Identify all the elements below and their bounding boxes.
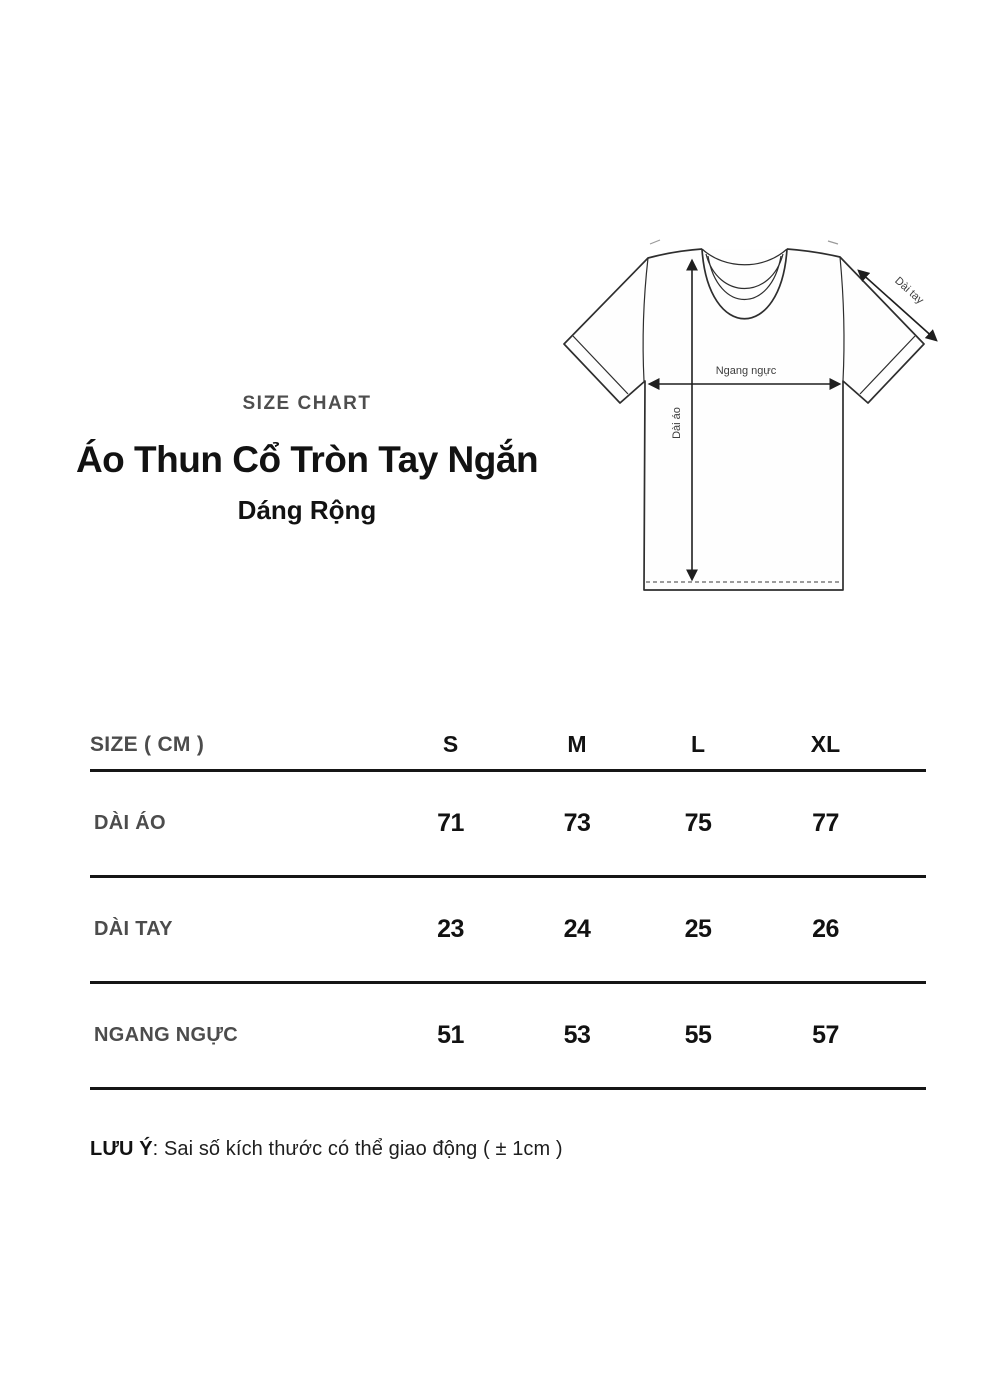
cell-value: 23 bbox=[437, 915, 464, 943]
tolerance-note-text: : Sai số kích thước có thể giao động ( ± 1cm ) bbox=[152, 1138, 563, 1160]
cell-value: 53 bbox=[563, 1021, 591, 1049]
product-title: Áo Thun Cổ Tròn Tay Ngắn bbox=[75, 439, 539, 480]
size-table-header-s: S bbox=[442, 731, 459, 757]
table-row-dai-tay bbox=[90, 878, 926, 984]
size-table-header-l: L bbox=[690, 731, 706, 757]
tshirt-diagram-svg bbox=[550, 230, 970, 610]
cell-value: 25 bbox=[684, 915, 712, 943]
size-table-header-m: M bbox=[567, 731, 587, 757]
size-table-header-row bbox=[90, 720, 926, 772]
cell-value: 55 bbox=[684, 1021, 712, 1049]
right-stitch-tick bbox=[828, 241, 838, 244]
tolerance-note bbox=[90, 1138, 563, 1161]
cell-value: 75 bbox=[684, 809, 712, 837]
size-table bbox=[90, 720, 926, 1090]
cell-value: 71 bbox=[437, 809, 464, 837]
cell-value: 51 bbox=[437, 1021, 464, 1049]
row-label: DÀI TAY bbox=[94, 918, 173, 940]
tshirt-outline bbox=[564, 249, 924, 590]
size-table-header-xl: XL bbox=[810, 731, 841, 757]
product-subtitle: Dáng Rộng bbox=[237, 495, 377, 525]
chest-arrow-label: Ngang ngực bbox=[715, 365, 777, 377]
size-table-header-unit: SIZE ( CM ) bbox=[90, 732, 205, 756]
row-label: NGANG NGỰC bbox=[94, 1024, 239, 1046]
size-chart-label: SIZE CHART bbox=[242, 393, 372, 414]
length-arrow-label: Dài áo bbox=[671, 407, 683, 439]
table-row-ngang-nguc bbox=[90, 984, 926, 1090]
cell-value: 73 bbox=[563, 809, 591, 837]
cell-value: 77 bbox=[812, 809, 839, 837]
cell-value: 24 bbox=[563, 915, 591, 943]
cell-value: 26 bbox=[812, 915, 839, 943]
sleeve-arrow-label: Dài tay bbox=[892, 274, 926, 307]
table-row-dai-ao bbox=[90, 772, 926, 878]
left-stitch-tick bbox=[650, 240, 660, 244]
cell-value: 57 bbox=[812, 1021, 839, 1049]
tolerance-note-prefix: LƯU Ý bbox=[90, 1138, 153, 1160]
row-label: DÀI ÁO bbox=[94, 812, 166, 834]
tshirt-measurement-diagram bbox=[550, 230, 970, 610]
